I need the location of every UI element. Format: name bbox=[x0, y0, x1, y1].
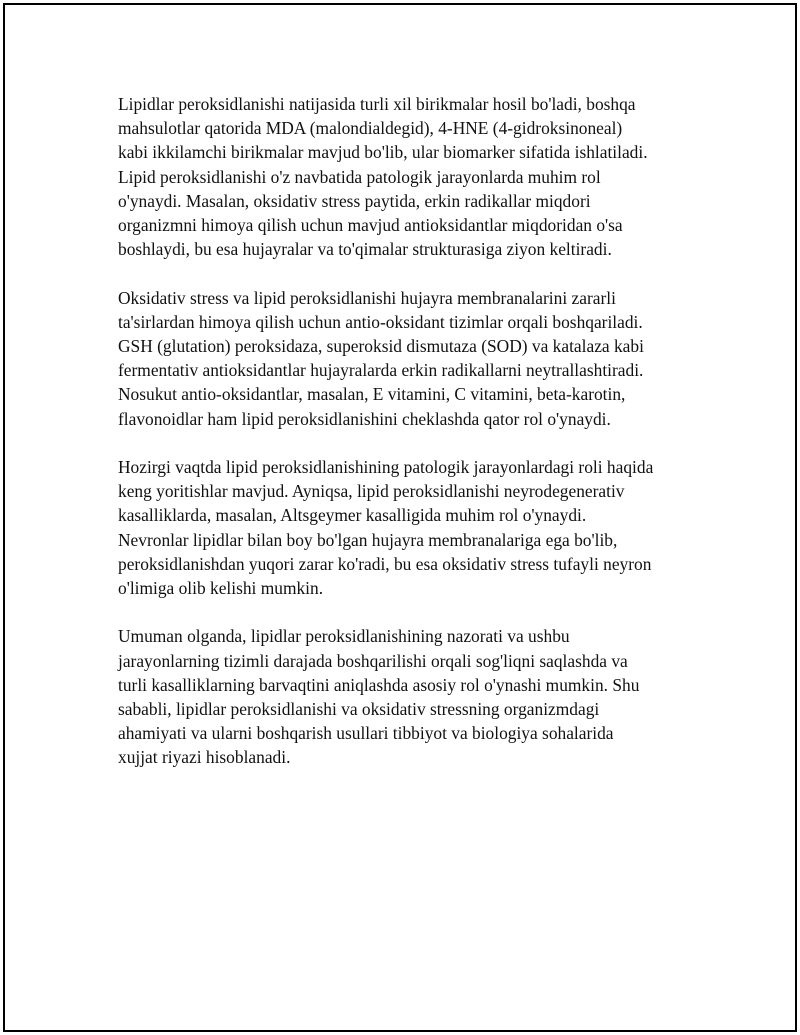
paragraph-4: Umuman olganda, lipidlar peroksidlanishining nazorati va ushbu jarayonlarning tizimli darajada boshqarilishi orqali sog'liqni saqlashda va turli kasalliklarning barvaqtini aniqlashda asosiy rol o'ynashi mumkin. Shu sababli, lipidlar peroksidlanishi va oksidativ stressning organizmdagi ahamiyati va ularni boshqarish usullari tibbiyot va biologiya sohalarida xujjat riyazi hisoblanadi. bbox=[118, 626, 640, 768]
document-body bbox=[118, 92, 698, 794]
paragraph-1: Lipidlar peroksidlanishi natijasida turli xil birikmalar hosil bo'ladi, boshqa mahsulotlar qatorida MDA (malondialdegid), 4-HNE (4-gidroksinoneal) kabi ikkilamchi birikmalar mavjud bo'lib, ular biomarker sifatida ishlatiladi. Lipid peroksidlanishi o'z navbatida patologik jarayonlarda muhim rol o'ynaydi. Masalan, oksidativ stress paytida, erkin radikallar miqdori organizmni himoya qilish uchun mavjud antioksidantlar miqdoridan o'sa boshlaydi, bu esa hujayralar va to'qimalar strukturasiga ziyon keltiradi. bbox=[118, 94, 648, 260]
paragraph-3: Hozirgi vaqtda lipid peroksidlanishining patologik jarayonlardagi roli haqida keng yoritishlar mavjud. Ayniqsa, lipid peroksidlanishi neyrodegenerativ kasalliklarda, masalan, Altsgeymer kasalligida muhim rol o'ynaydi. Nevronlar lipidlar bilan boy bo'lgan hujayra membranalariga ega bo'lib, peroksidlanishdan yuqori zarar ko'radi, bu esa oksidativ stress tufayli neyron o'limiga olib kelishi mumkin. bbox=[118, 457, 654, 599]
paragraph-2: Oksidativ stress va lipid peroksidlanishi hujayra membranalarini zararli ta'sirlardan himoya qilish uchun antio-oksidant tizimlar orqali boshqariladi. GSH (glutation) peroksidaza, superoksid dismutaza (SOD) va katalaza kabi fermentativ antioksidantlar hujayralarda erkin radikallarni neytrallashtiradi. Nosukut antio-oksidantlar, masalan, E vitamini, C vitamini, beta-karotin, flavonoidlar ham lipid peroksidlanishini cheklashda qator rol o'ynaydi. bbox=[118, 287, 644, 429]
